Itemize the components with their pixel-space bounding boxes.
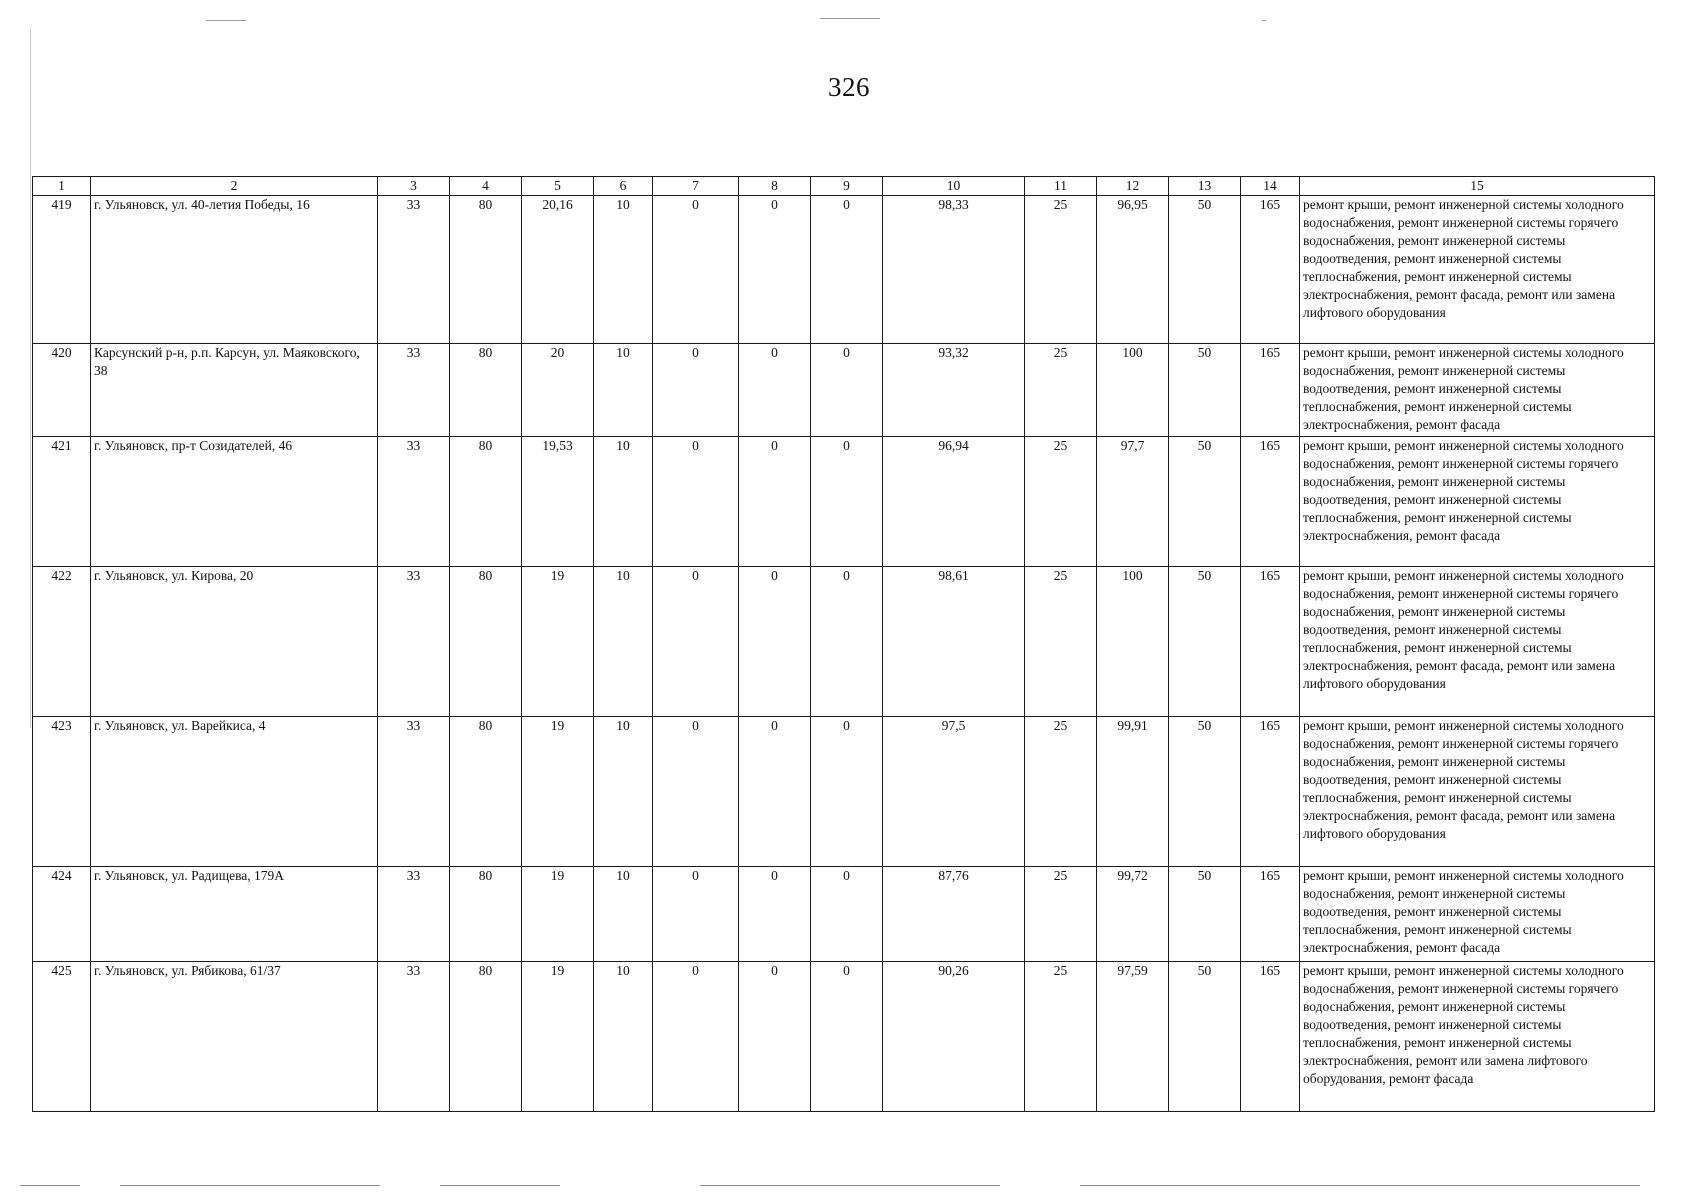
- column-header: 6: [594, 177, 653, 196]
- row-value: 50: [1169, 196, 1241, 344]
- column-header: 9: [811, 177, 883, 196]
- row-value: 0: [739, 437, 811, 567]
- column-header: 1: [33, 177, 91, 196]
- column-header: 12: [1097, 177, 1169, 196]
- row-value: 50: [1169, 567, 1241, 717]
- row-address: г. Ульяновск, ул. Рябикова, 61/37: [91, 962, 378, 1112]
- row-value: 20,16: [522, 196, 594, 344]
- row-value: 0: [653, 437, 739, 567]
- table-row: [33, 717, 1655, 867]
- table-row: [33, 196, 1655, 344]
- row-value: 165: [1241, 344, 1300, 437]
- row-works: ремонт крыши, ремонт инженерной системы холодного водоснабжения, ремонт инженерной системы водоотведения, ремонт инженерной системы теплоснабжения, ремонт инженерной системы электроснабжения, ремонт фасада: [1300, 867, 1655, 962]
- table-row: [33, 962, 1655, 1112]
- column-header: 7: [653, 177, 739, 196]
- row-value: 33: [378, 962, 450, 1112]
- row-value: 165: [1241, 196, 1300, 344]
- row-value: 90,26: [883, 962, 1025, 1112]
- row-value: 25: [1025, 437, 1097, 567]
- row-value: 25: [1025, 962, 1097, 1112]
- row-address: Карсунский р-н, р.п. Карсун, ул. Маяковского, 38: [91, 344, 378, 437]
- row-works: ремонт крыши, ремонт инженерной системы холодного водоснабжения, ремонт инженерной системы водоотведения, ремонт инженерной системы теплоснабжения, ремонт инженерной системы электроснабжения, ремонт фасада: [1300, 344, 1655, 437]
- row-works: ремонт крыши, ремонт инженерной системы холодного водоснабжения, ремонт инженерной системы горячего водоснабжения, ремонт инженерной системы водоотведения, ремонт инженерной системы теплоснабжения, ремонт инженерной системы электроснабжения, ремонт фасада, ремонт или замена лифтового оборудования: [1300, 196, 1655, 344]
- row-value: 33: [378, 344, 450, 437]
- row-value: 10: [594, 437, 653, 567]
- column-header: 5: [522, 177, 594, 196]
- row-value: 25: [1025, 196, 1097, 344]
- row-value: 80: [450, 717, 522, 867]
- row-value: 0: [653, 717, 739, 867]
- scan-speck: [206, 20, 246, 21]
- column-header: 10: [883, 177, 1025, 196]
- row-value: 25: [1025, 867, 1097, 962]
- table-row: [33, 344, 1655, 437]
- row-number: 424: [33, 867, 91, 962]
- row-value: 19: [522, 962, 594, 1112]
- row-value: 0: [811, 437, 883, 567]
- row-number: 425: [33, 962, 91, 1112]
- row-value: 96,95: [1097, 196, 1169, 344]
- row-works: ремонт крыши, ремонт инженерной системы холодного водоснабжения, ремонт инженерной системы горячего водоснабжения, ремонт инженерной системы водоотведения, ремонт инженерной системы теплоснабжения, ремонт инженерной системы электроснабжения, ремонт фасада: [1300, 437, 1655, 567]
- scan-bottom-line: [20, 1185, 80, 1186]
- row-value: 10: [594, 867, 653, 962]
- row-value: 80: [450, 437, 522, 567]
- row-value: 10: [594, 717, 653, 867]
- row-value: 20: [522, 344, 594, 437]
- row-value: 25: [1025, 344, 1097, 437]
- row-value: 0: [739, 567, 811, 717]
- row-value: 80: [450, 344, 522, 437]
- register-table: [32, 176, 1655, 1112]
- row-value: 0: [811, 567, 883, 717]
- column-header: 4: [450, 177, 522, 196]
- row-value: 93,32: [883, 344, 1025, 437]
- row-value: 0: [653, 567, 739, 717]
- row-value: 0: [739, 962, 811, 1112]
- row-value: 97,59: [1097, 962, 1169, 1112]
- row-value: 0: [653, 867, 739, 962]
- row-number: 421: [33, 437, 91, 567]
- column-number-row: [33, 177, 1655, 196]
- row-value: 10: [594, 567, 653, 717]
- row-value: 165: [1241, 437, 1300, 567]
- row-value: 80: [450, 867, 522, 962]
- row-value: 0: [811, 867, 883, 962]
- row-value: 96,94: [883, 437, 1025, 567]
- row-value: 0: [811, 962, 883, 1112]
- row-number: 423: [33, 717, 91, 867]
- row-value: 0: [739, 717, 811, 867]
- row-number: 422: [33, 567, 91, 717]
- row-number: 420: [33, 344, 91, 437]
- row-value: 0: [739, 196, 811, 344]
- row-value: 80: [450, 196, 522, 344]
- row-value: 25: [1025, 717, 1097, 867]
- row-value: 165: [1241, 717, 1300, 867]
- scan-speck: [1262, 20, 1266, 21]
- row-address: г. Ульяновск, ул. Варейкиса, 4: [91, 717, 378, 867]
- row-value: 0: [653, 196, 739, 344]
- row-value: 0: [811, 717, 883, 867]
- row-value: 19: [522, 867, 594, 962]
- row-value: 165: [1241, 867, 1300, 962]
- row-value: 33: [378, 867, 450, 962]
- row-value: 50: [1169, 867, 1241, 962]
- row-value: 0: [811, 344, 883, 437]
- row-value: 98,61: [883, 567, 1025, 717]
- row-value: 10: [594, 962, 653, 1112]
- table-row: [33, 567, 1655, 717]
- row-value: 10: [594, 196, 653, 344]
- row-value: 33: [378, 196, 450, 344]
- row-value: 25: [1025, 567, 1097, 717]
- row-works: ремонт крыши, ремонт инженерной системы холодного водоснабжения, ремонт инженерной системы горячего водоснабжения, ремонт инженерной системы водоотведения, ремонт инженерной системы теплоснабжения, ремонт инженерной системы электроснабжения, ремонт фасада, ремонт или замена лифтового оборудования: [1300, 717, 1655, 867]
- row-value: 0: [653, 962, 739, 1112]
- row-value: 80: [450, 567, 522, 717]
- row-value: 0: [739, 344, 811, 437]
- row-value: 0: [739, 867, 811, 962]
- table-row: [33, 437, 1655, 567]
- table-header: [33, 177, 1655, 196]
- row-value: 50: [1169, 437, 1241, 567]
- column-header: 2: [91, 177, 378, 196]
- row-value: 100: [1097, 567, 1169, 717]
- row-value: 10: [594, 344, 653, 437]
- scan-bottom-line: [1080, 1185, 1640, 1186]
- row-value: 19,53: [522, 437, 594, 567]
- table-body: [33, 196, 1655, 1112]
- page-number: 326: [828, 72, 870, 102]
- row-value: 99,91: [1097, 717, 1169, 867]
- table-row: [33, 867, 1655, 962]
- row-address: г. Ульяновск, пр-т Созидателей, 46: [91, 437, 378, 567]
- row-value: 165: [1241, 567, 1300, 717]
- column-header: 15: [1300, 177, 1655, 196]
- row-value: 87,76: [883, 867, 1025, 962]
- row-value: 33: [378, 437, 450, 567]
- column-header: 14: [1241, 177, 1300, 196]
- row-value: 50: [1169, 717, 1241, 867]
- row-value: 33: [378, 567, 450, 717]
- row-number: 419: [33, 196, 91, 344]
- column-header: 3: [378, 177, 450, 196]
- row-value: 0: [653, 344, 739, 437]
- scan-edge-line: [30, 28, 31, 728]
- row-value: 19: [522, 567, 594, 717]
- row-value: 99,72: [1097, 867, 1169, 962]
- row-value: 19: [522, 717, 594, 867]
- row-value: 50: [1169, 344, 1241, 437]
- row-value: 50: [1169, 962, 1241, 1112]
- row-value: 0: [811, 196, 883, 344]
- row-value: 97,7: [1097, 437, 1169, 567]
- row-value: 165: [1241, 962, 1300, 1112]
- row-address: г. Ульяновск, ул. 40-летия Победы, 16: [91, 196, 378, 344]
- row-address: г. Ульяновск, ул. Радищева, 179А: [91, 867, 378, 962]
- row-value: 98,33: [883, 196, 1025, 344]
- column-header: 13: [1169, 177, 1241, 196]
- register-table-container: [32, 176, 1654, 1112]
- column-header: 8: [739, 177, 811, 196]
- column-header: 11: [1025, 177, 1097, 196]
- row-value: 97,5: [883, 717, 1025, 867]
- row-value: 100: [1097, 344, 1169, 437]
- row-address: г. Ульяновск, ул. Кирова, 20: [91, 567, 378, 717]
- scan-bottom-line: [700, 1185, 1000, 1186]
- row-works: ремонт крыши, ремонт инженерной системы холодного водоснабжения, ремонт инженерной системы горячего водоснабжения, ремонт инженерной системы водоотведения, ремонт инженерной системы теплоснабжения, ремонт инженерной системы электроснабжения, ремонт фасада, ремонт или замена лифтового оборудования: [1300, 567, 1655, 717]
- scan-bottom-line: [120, 1185, 380, 1186]
- row-value: 80: [450, 962, 522, 1112]
- scan-speck: [820, 18, 880, 19]
- scan-bottom-line: [440, 1185, 560, 1186]
- row-works: ремонт крыши, ремонт инженерной системы холодного водоснабжения, ремонт инженерной системы горячего водоснабжения, ремонт инженерной системы водоотведения, ремонт инженерной системы теплоснабжения, ремонт инженерной системы электроснабжения, ремонт или замена лифтового оборудования, ремонт фасада: [1300, 962, 1655, 1112]
- row-value: 33: [378, 717, 450, 867]
